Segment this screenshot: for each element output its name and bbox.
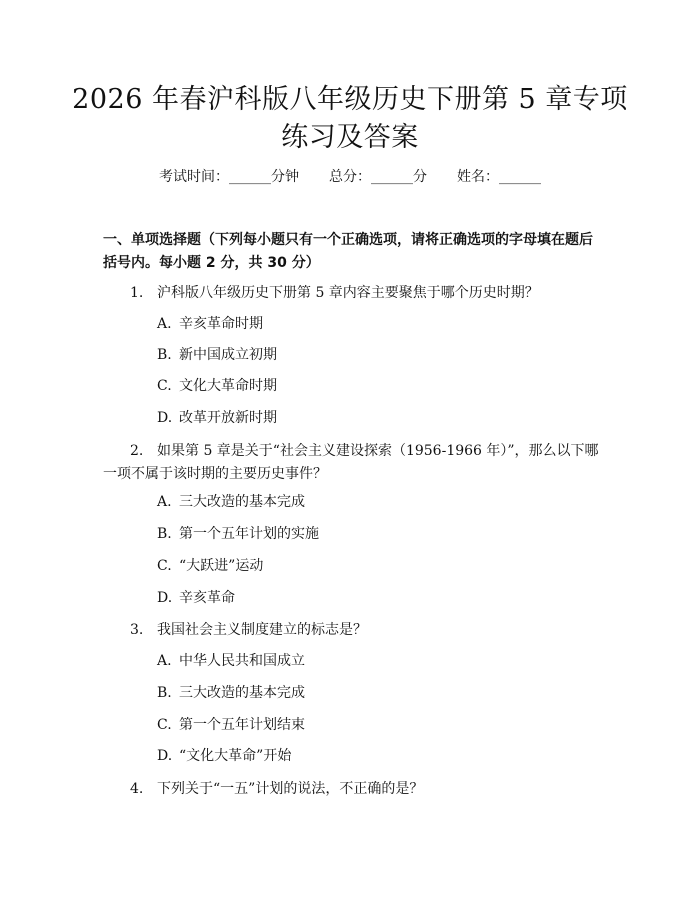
question-number: 4. — [130, 781, 144, 797]
question-3-option-d — [157, 746, 557, 766]
question-text: 如果第 5 章是关于“社会主义建设探索（1956-1966 年）”，那么以下哪一项不属于该时期的主要历史事件？ — [103, 443, 599, 482]
option-letter: B. — [157, 347, 172, 363]
question-text: 下列关于“一五”计划的说法，不正确的是？ — [157, 781, 424, 797]
question-number: 2. — [130, 443, 144, 459]
option-text: 改革开放新时期 — [179, 410, 277, 426]
question-2-option-b — [157, 524, 557, 544]
exam-info-row — [0, 167, 700, 187]
option-letter: C. — [157, 558, 172, 574]
option-letter: C. — [157, 717, 172, 733]
document-title-line-1: 2026 年春沪科版八年级历史下册第 5 章专项 — [72, 84, 628, 115]
option-letter: D. — [157, 748, 173, 764]
question-1-option-c — [157, 376, 557, 396]
question-2-option-d — [157, 588, 557, 608]
student-name-field: 姓名：______ — [457, 169, 541, 185]
option-text: “文化大革命”开始 — [179, 748, 292, 764]
question-1-option-d — [157, 408, 557, 428]
question-number: 3. — [130, 622, 144, 638]
question-1-option-b — [157, 345, 557, 365]
question-1-option-a — [157, 314, 557, 334]
option-letter: B. — [157, 526, 172, 542]
option-text: “大跃进”运动 — [179, 558, 264, 574]
question-3 — [103, 619, 603, 642]
exam-time-field: 考试时间：______分钟 — [159, 169, 299, 185]
question-3-option-b — [157, 683, 557, 703]
option-letter: D. — [157, 590, 173, 606]
question-text: 我国社会主义制度建立的标志是？ — [157, 622, 367, 638]
option-text: 新中国成立初期 — [179, 347, 277, 363]
question-1 — [103, 282, 603, 305]
option-letter: A. — [157, 653, 172, 669]
option-text: 三大改造的基本完成 — [179, 494, 305, 510]
option-letter: B. — [157, 685, 172, 701]
question-3-option-a — [157, 651, 557, 671]
question-4 — [103, 778, 603, 801]
option-letter: C. — [157, 378, 172, 394]
question-3-option-c — [157, 715, 557, 735]
question-number: 1. — [130, 285, 144, 301]
option-text: 三大改造的基本完成 — [179, 685, 305, 701]
total-score-field: 总分：______分 — [329, 169, 427, 185]
option-text: 中华人民共和国成立 — [179, 653, 305, 669]
option-text: 第一个五年计划结束 — [179, 717, 305, 733]
question-2-option-c — [157, 556, 557, 576]
option-text: 辛亥革命时期 — [179, 316, 263, 332]
question-text: 沪科版八年级历史下册第 5 章内容主要聚焦于哪个历史时期？ — [157, 285, 539, 301]
option-letter: A. — [157, 316, 172, 332]
option-text: 第一个五年计划的实施 — [179, 526, 319, 542]
option-letter: A. — [157, 494, 172, 510]
option-text: 文化大革命时期 — [179, 378, 277, 394]
question-2 — [103, 440, 603, 486]
section-1-heading: 一、单项选择题（下列每小题只有一个正确选项，请将正确选项的字母填在题后括号内。每小题 2 分，共 30 分） — [103, 232, 593, 271]
option-letter: D. — [157, 410, 173, 426]
document-title-line-2: 练习及答案 — [281, 122, 419, 153]
question-2-option-a — [157, 492, 557, 512]
option-text: 辛亥革命 — [179, 590, 235, 606]
